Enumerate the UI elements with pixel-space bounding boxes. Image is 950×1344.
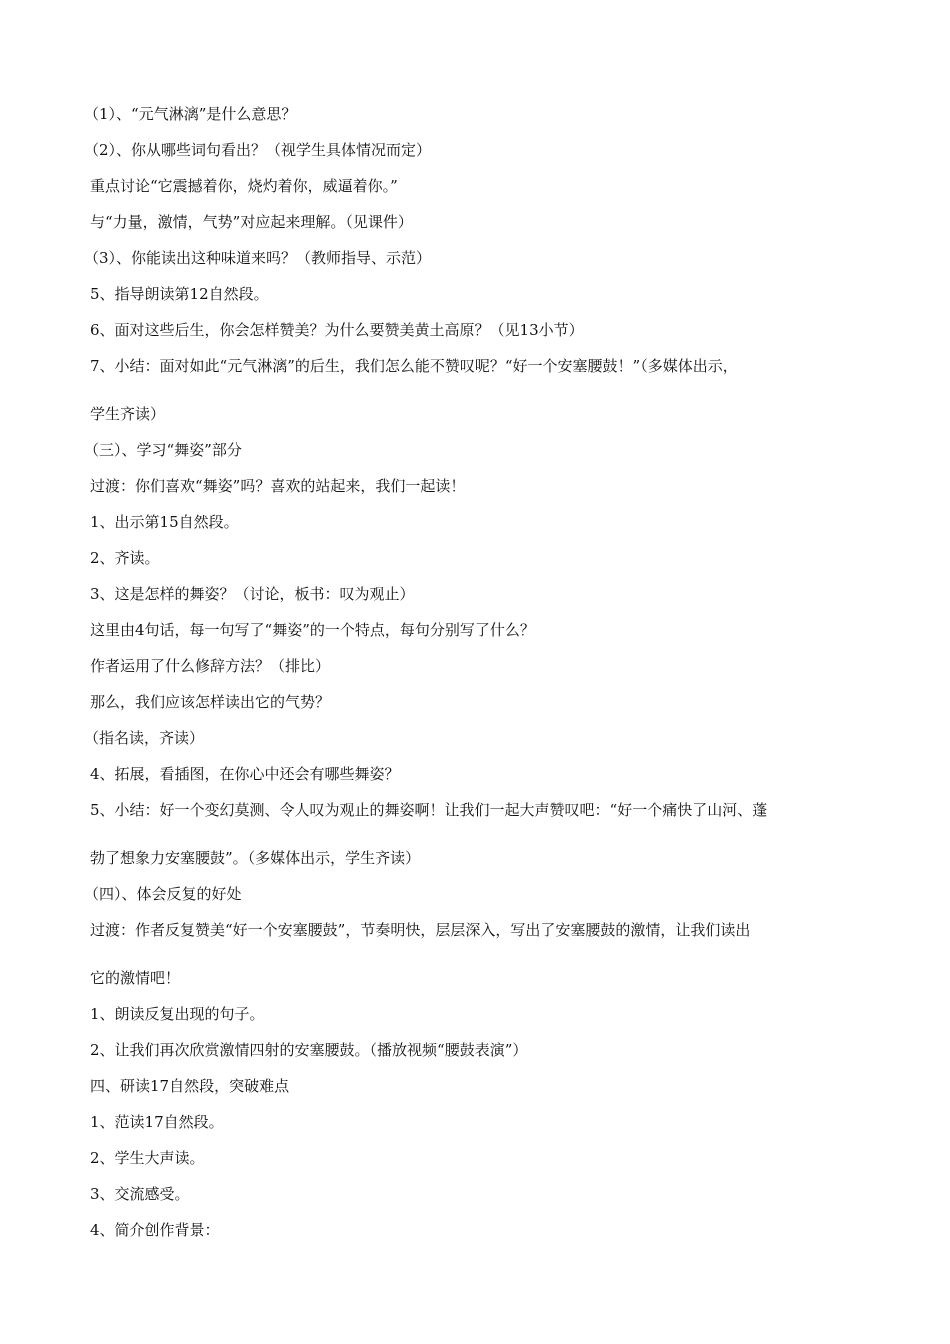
- text-line-item-7-cont: 学生齐读）: [90, 405, 166, 423]
- text-line-p17-3: 3、交流感受。: [90, 1185, 190, 1203]
- text-line-transition-dance: 过渡：你们喜欢“舞姿”吗？喜欢的站起来，我们一起读！: [90, 477, 466, 495]
- text-line-transition-repetition-cont: 它的激情吧！: [90, 969, 181, 987]
- text-line-q2: （2）、你从哪些词句看出？（视学生具体情况而定）: [84, 141, 432, 159]
- text-line-q3: （3）、你能读出这种味道来吗？（教师指导、示范）: [84, 249, 432, 267]
- text-line-p17-1: 1、范读17自然段。: [90, 1113, 224, 1131]
- text-line-dance-3: 3、这是怎样的舞姿？（讨论，板书：叹为观止）: [90, 585, 415, 603]
- text-line-item-5: 5、指导朗读第12自然段。: [90, 285, 269, 303]
- text-line-item-6: 6、面对这些后生，你会怎样赞美？为什么要赞美黄土高原？（见13小节）: [90, 321, 584, 339]
- text-line-dance-2: 2、齐读。: [90, 549, 160, 567]
- section-heading-repetition: （四）、体会反复的好处: [84, 885, 242, 903]
- text-line-four-sentences: 这里由4句话，每一句写了“舞姿”的一个特点，每句分别写了什么？: [90, 621, 535, 639]
- text-line-read-aloud: （指名读，齐读）: [84, 729, 205, 747]
- text-line-p17-4: 4、简介创作背景：: [90, 1221, 220, 1239]
- section-heading-paragraph-17: 四、研读17自然段，突破难点: [90, 1077, 290, 1095]
- text-line-dance-4: 4、拓展，看插图，在你心中还会有哪些舞姿？: [90, 765, 400, 783]
- section-heading-dance: （三）、学习“舞姿”部分: [84, 441, 242, 459]
- text-line-q1: （1）、“元气淋漓”是什么意思？: [84, 105, 297, 123]
- text-line-item-7: 7、小结：面对如此“元气淋漓”的后生，我们怎么能不赞叹呢？“好一个安塞腰鼓！”（多媒体出示，: [90, 357, 738, 375]
- text-line-read-momentum: 那么，我们应该怎样读出它的气势？: [90, 693, 331, 711]
- text-line-correspond: 与“力量，激情，气势”对应起来理解。（见课件）: [90, 213, 413, 231]
- text-line-p17-2: 2、学生大声读。: [90, 1149, 205, 1167]
- text-line-repetition-1: 1、朗读反复出现的句子。: [90, 1005, 265, 1023]
- text-line-repetition-2: 2、让我们再次欣赏激情四射的安塞腰鼓。（播放视频“腰鼓表演”）: [90, 1041, 528, 1059]
- document-body: [84, 96, 865, 1248]
- text-line-dance-5-cont: 勃了想象力安塞腰鼓”。（多媒体出示，学生齐读）: [90, 849, 421, 867]
- text-line-focus-discussion: 重点讨论“它震撼着你，烧灼着你，威逼着你。”: [90, 177, 398, 195]
- text-line-transition-repetition: 过渡：作者反复赞美“好一个安塞腰鼓”，节奏明快，层层深入，写出了安塞腰鼓的激情，让我们读出: [90, 921, 751, 939]
- text-line-dance-1: 1、出示第15自然段。: [90, 513, 239, 531]
- text-line-dance-5: 5、小结：好一个变幻莫测、令人叹为观止的舞姿啊！让我们一起大声赞叹吧：“好一个痛快了山河、蓬: [90, 801, 768, 819]
- text-line-rhetoric: 作者运用了什么修辞方法？（排比）: [90, 657, 331, 675]
